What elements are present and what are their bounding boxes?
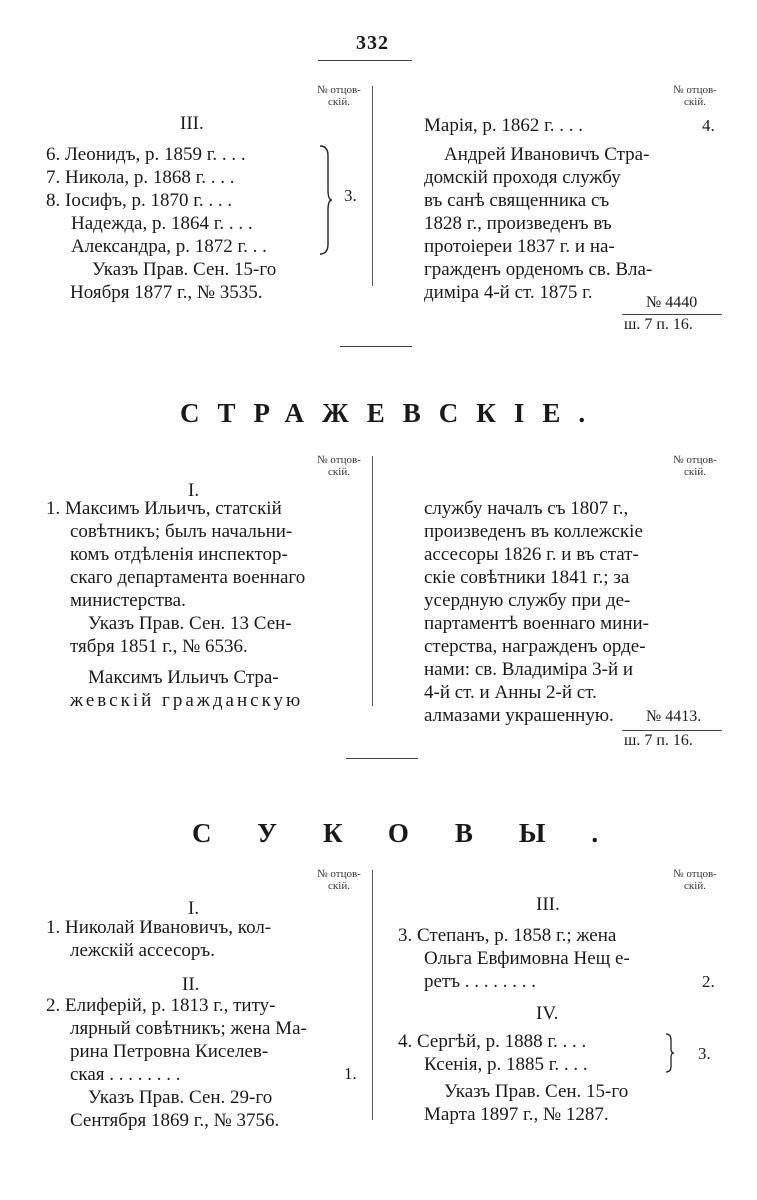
- family-title-sukovy: СУКОВЫ.: [192, 818, 645, 848]
- s2-left-line: тября 1851 г., № 6536.: [70, 636, 248, 657]
- column-divider-2: [372, 456, 373, 706]
- s2-right-line: нами: св. Владиміра 3-й и: [424, 659, 634, 680]
- s1-left-line: Надежда, р. 1864 г. . . .: [71, 213, 253, 234]
- s2-right-line: партаментѣ военнаго мини-: [424, 613, 650, 634]
- section-separator-1: [340, 346, 412, 347]
- section-separator-2: [346, 758, 418, 759]
- s2-right-line: усердную службу при де-: [424, 590, 631, 611]
- section3-roman-left-2: II.: [182, 974, 200, 995]
- s1-right-line: гражденъ орденомъ св. Вла-: [424, 259, 653, 280]
- s1-left-line: Указъ Прав. Сен. 15-го: [92, 259, 277, 280]
- s3-left-line: рина Петровна Киселев-: [70, 1041, 269, 1062]
- s1-right-line: 1828 г., произведенъ въ: [424, 213, 612, 234]
- s1-left-line: 6. Леонидъ, р. 1859 г. . . .: [46, 144, 246, 165]
- s2-right-line: стерства, награжденъ орде-: [424, 636, 646, 657]
- s1-ref-location: ш. 7 п. 16.: [624, 316, 693, 333]
- s3-right-number-1: 2.: [702, 972, 715, 991]
- col-label-left-2: № отцов- скій.: [317, 454, 361, 478]
- section3-roman-left-1: I.: [188, 898, 200, 919]
- s3-left-line: лярный совѣтникъ; жена Ма-: [70, 1018, 307, 1039]
- col-label-right-3: № отцов- скій.: [673, 868, 717, 892]
- s1-right-line: въ санѣ священника съ: [424, 190, 610, 211]
- s1-left-number: 3.: [344, 186, 357, 205]
- s2-right-line: службу началъ съ 1807 г.,: [424, 498, 629, 519]
- s3-right-line: Марта 1897 г., № 1287.: [424, 1104, 609, 1125]
- s3-right-line: Ксенія, р. 1885 г. . . .: [424, 1054, 588, 1075]
- s3-right-number-2: 3.: [698, 1044, 711, 1063]
- s2-ref-rule: [622, 730, 722, 731]
- s3-left-line: Указъ Прав. Сен. 29-го: [88, 1087, 273, 1108]
- s1-ref-number: № 4440: [646, 294, 698, 311]
- s3-left-line: лежскій ассесоръ.: [70, 940, 216, 961]
- brace-icon: [664, 1032, 676, 1074]
- s3-right-line: Указъ Прав. Сен. 15-го: [444, 1081, 629, 1102]
- s3-right-line: Ольга Евфимовна Нещ е-: [424, 948, 630, 969]
- s1-left-line: Ноября 1877 г., № 3535.: [70, 282, 263, 303]
- s1-ref-rule: [622, 314, 722, 315]
- s1-right-line: диміра 4-й ст. 1875 г.: [424, 282, 593, 303]
- s1-right-number: 4.: [702, 116, 715, 135]
- s3-left-line: ская . . . . . . . .: [70, 1064, 181, 1085]
- s3-left-line: 1. Николай Ивановичъ, кол-: [46, 917, 272, 938]
- s3-left-number: 1.: [344, 1064, 357, 1083]
- s2-left-line: комъ отдѣленія инспектор-: [70, 544, 288, 565]
- s3-right-line: 3. Степанъ, р. 1858 г.; жена: [398, 925, 617, 946]
- s1-left-line: 8. Іосифъ, р. 1870 г. . . .: [46, 190, 233, 211]
- s2-left-line: Максимъ Ильичъ Стра-: [88, 667, 279, 688]
- s1-right-line: Марія, р. 1862 г. . . .: [424, 115, 583, 136]
- col-label-left-3: № отцов- скій.: [317, 868, 361, 892]
- s3-right-line: 4. Сергѣй, р. 1888 г. . . .: [398, 1031, 587, 1052]
- s2-right-line: ассесоры 1826 г. и въ стат-: [424, 544, 639, 565]
- family-title-strazhevskie: СТРАЖЕВСКІЕ.: [180, 398, 604, 428]
- s2-left-line: 1. Максимъ Ильичъ, статскій: [46, 498, 282, 519]
- s2-right-line: произведенъ въ коллежскіе: [424, 521, 643, 542]
- page-number: 332: [356, 32, 389, 54]
- s2-ref-number: № 4413.: [646, 708, 702, 725]
- s2-left-line: министерства.: [70, 590, 186, 611]
- brace-icon: [318, 144, 334, 256]
- s2-ref-location: ш. 7 п. 16.: [624, 732, 693, 749]
- col-label-right-1: № отцов- скій.: [673, 84, 717, 108]
- s1-right-line: Андрей Ивановичъ Стра-: [444, 144, 650, 165]
- column-divider-1: [372, 86, 373, 286]
- column-divider-3: [372, 870, 373, 1120]
- s2-left-line: Указъ Прав. Сен. 13 Сен-: [88, 613, 292, 634]
- s3-left-line: 2. Елиферій, р. 1813 г., титу-: [46, 995, 276, 1016]
- s2-right-line: скіе совѣтники 1841 г.; за: [424, 567, 630, 588]
- s2-left-line: жевскій гражданскую: [70, 690, 304, 711]
- col-label-right-2: № отцов- скій.: [673, 454, 717, 478]
- s2-left-line: скаго департамента военнаго: [70, 567, 306, 588]
- s2-right-line: алмазами украшенную.: [424, 705, 614, 726]
- s3-left-line: Сентября 1869 г., № 3756.: [70, 1110, 280, 1131]
- s1-left-line: 7. Никола, р. 1868 г. . . .: [46, 167, 235, 188]
- s3-right-line: ретъ . . . . . . . .: [424, 971, 537, 992]
- s1-left-line: Александра, р. 1872 г. . .: [71, 236, 267, 257]
- s1-right-line: домскій проходя службу: [424, 167, 621, 188]
- section2-roman-left: I.: [188, 480, 200, 501]
- s2-right-line: 4-й ст. и Анны 2-й ст.: [424, 682, 597, 703]
- s1-right-line: протоіереи 1837 г. и на-: [424, 236, 615, 257]
- s2-left-line: совѣтникъ; былъ начальни-: [70, 521, 293, 542]
- col-label-left-1: № отцов- скій.: [317, 84, 361, 108]
- section3-roman-right-1: III.: [536, 894, 560, 915]
- section1-roman-left: III.: [180, 113, 204, 134]
- section3-roman-right-2: IV.: [536, 1003, 559, 1024]
- top-rule: [318, 60, 412, 61]
